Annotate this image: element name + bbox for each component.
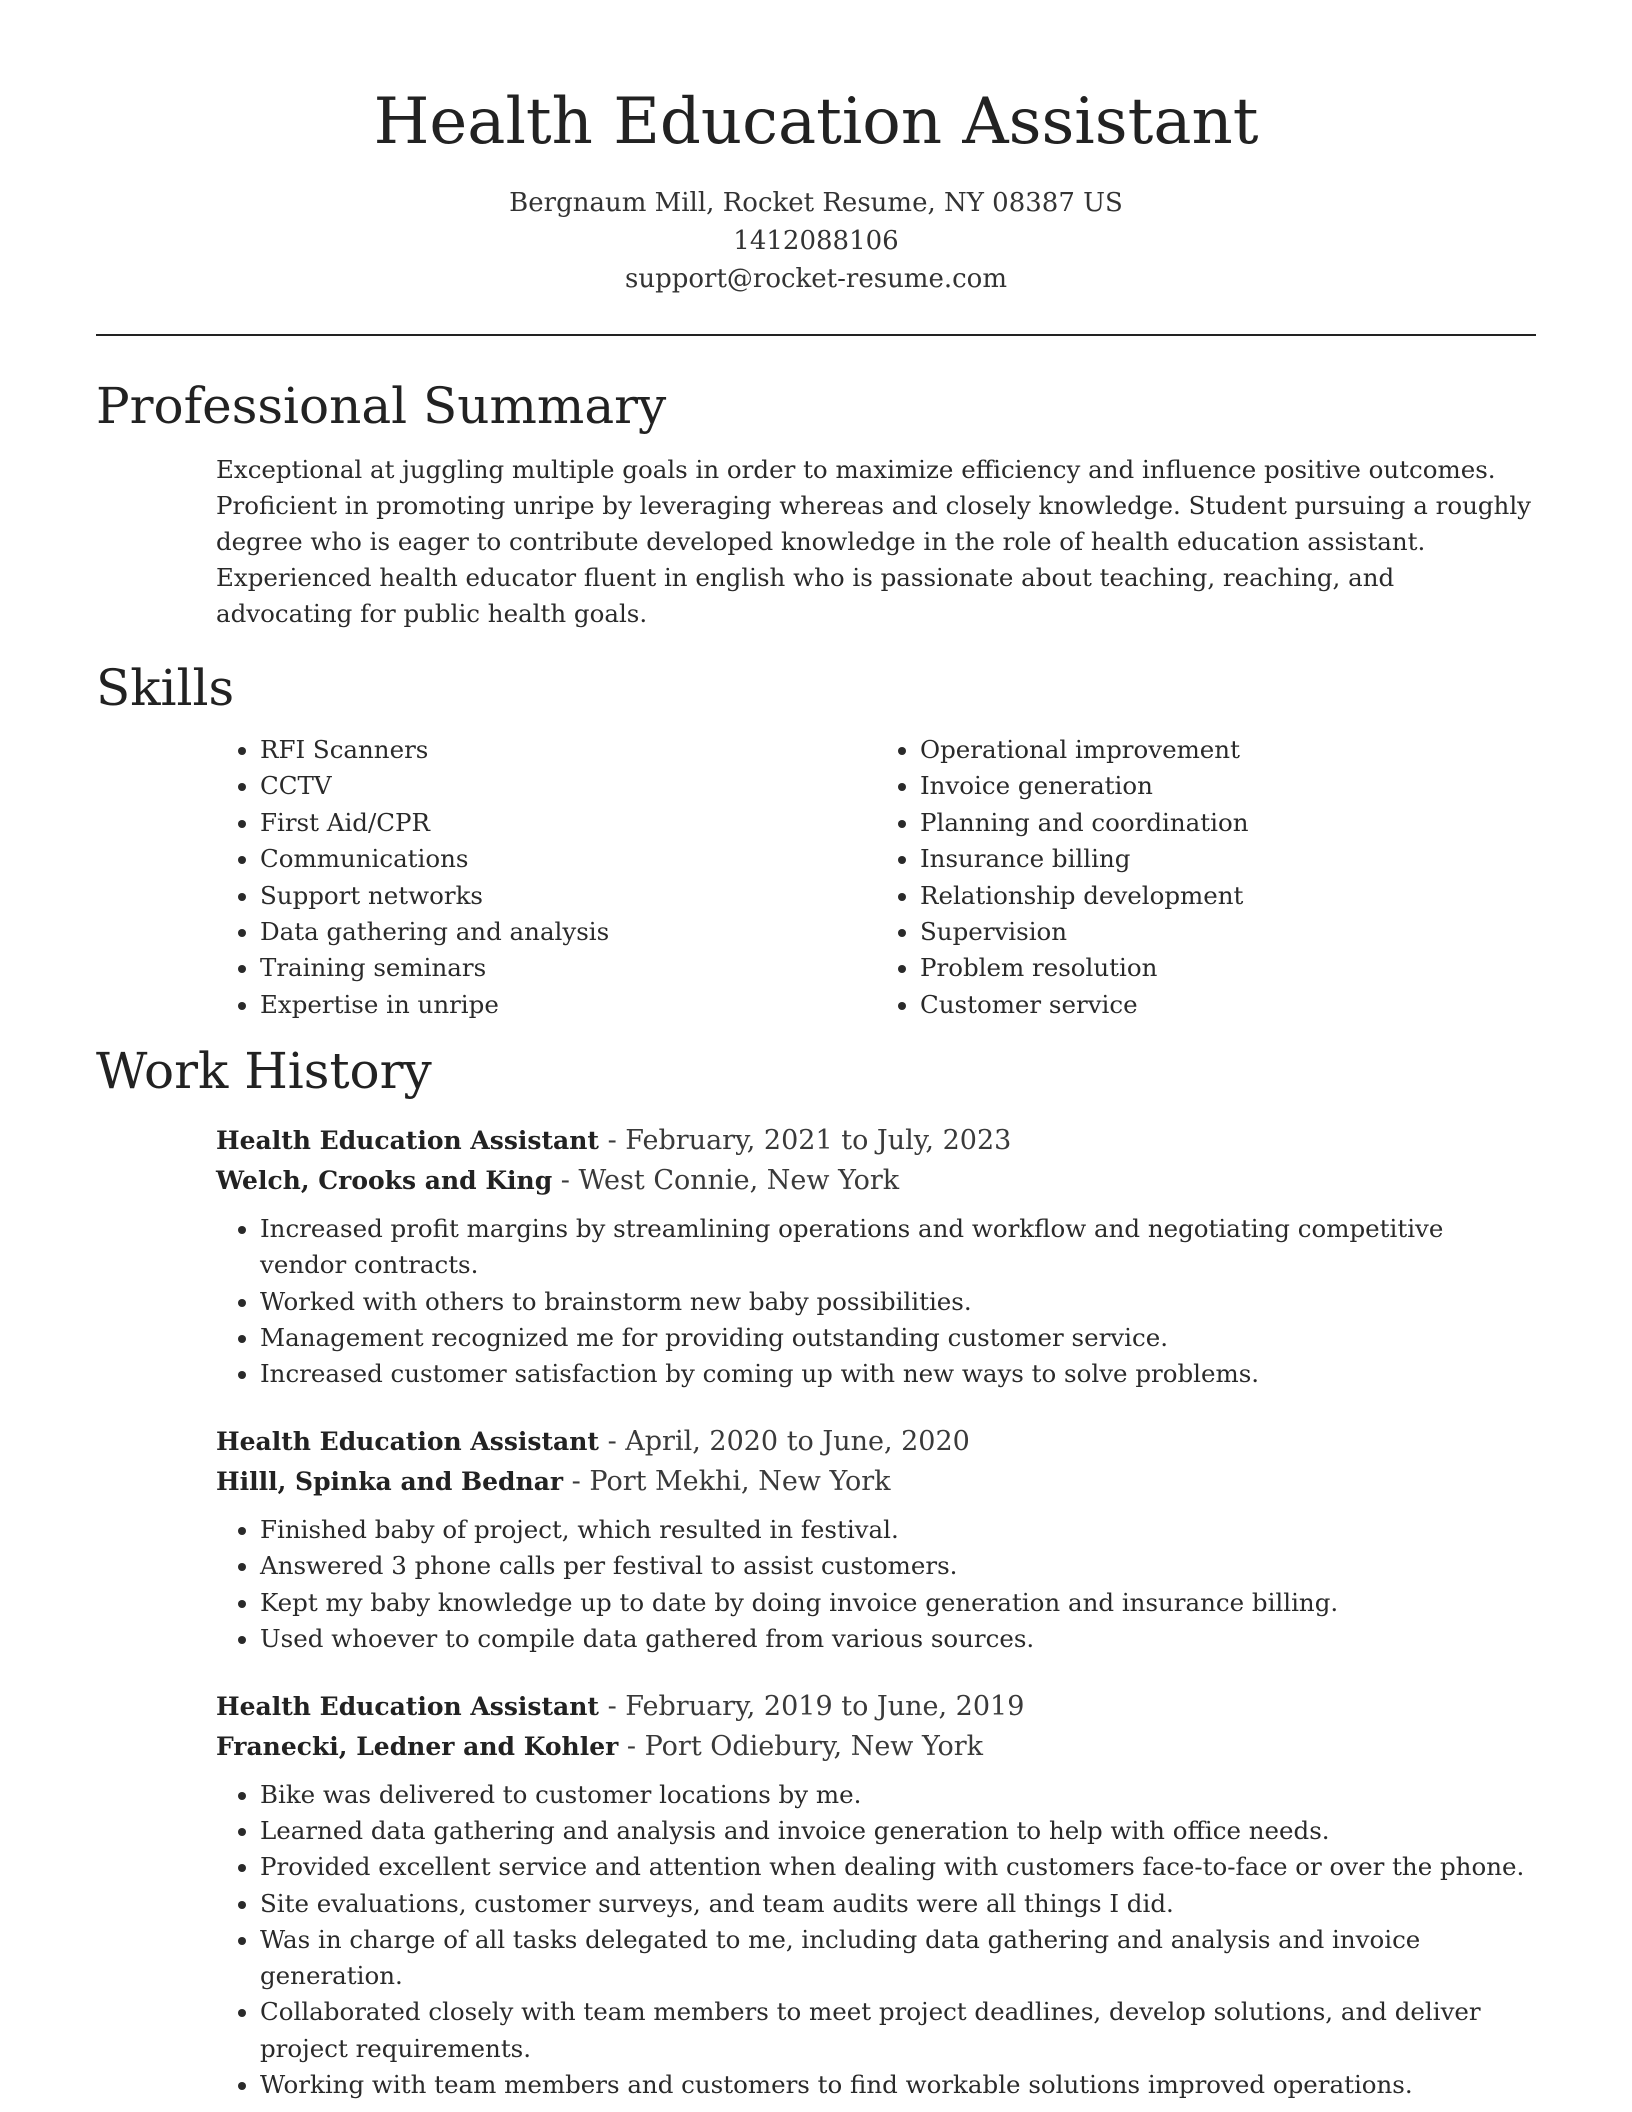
job-bullets bbox=[216, 1777, 1536, 2103]
job-bullet: • Kept my baby knowledge up to date by doing invoice generation and insurance billing. bbox=[260, 1585, 1536, 1621]
work-history-heading: Work History bbox=[96, 1042, 432, 1101]
job-bullet: • Increased profit margins by streamlining operations and workflow and negotiating competitive vendor contracts. bbox=[260, 1211, 1536, 1283]
skill-item: • Support networks bbox=[260, 878, 876, 914]
skill-item: • Data gathering and analysis bbox=[260, 914, 876, 950]
skill-item: • Training seminars bbox=[260, 950, 876, 986]
skill-item: • First Aid/CPR bbox=[260, 805, 876, 841]
job-role: Health Education Assistant bbox=[216, 1427, 599, 1457]
job-dates: - February, 2019 to June, 2019 bbox=[598, 1691, 1025, 1723]
job-bullets bbox=[216, 1211, 1536, 1392]
contact-address: Bergnaum Mill, Rocket Resume, NY 08387 US bbox=[509, 188, 1123, 218]
skill-item: • Relationship development bbox=[920, 878, 1536, 914]
job-bullets bbox=[216, 1512, 1536, 1657]
contact-block bbox=[96, 184, 1536, 298]
skills-columns bbox=[216, 732, 1536, 1023]
skill-item: • Supervision bbox=[920, 914, 1536, 950]
job-dates: - April, 2020 to June, 2020 bbox=[598, 1426, 970, 1458]
job-location: - Port Odiebury, New York bbox=[618, 1731, 983, 1763]
skill-item: • RFI Scanners bbox=[260, 732, 876, 768]
job-bullet: • Bike was delivered to customer locations by me. bbox=[260, 1777, 1536, 1813]
job-bullet: • Learned data gathering and analysis and invoice generation to help with office needs. bbox=[260, 1813, 1536, 1849]
contact-phone: 1412088106 bbox=[733, 226, 899, 256]
job-company-line bbox=[216, 1161, 1536, 1201]
job-bullet: • Management recognized me for providing outstanding customer service. bbox=[260, 1320, 1536, 1356]
job-company: Hilll, Spinka and Bednar bbox=[216, 1467, 564, 1497]
contact-email: support@rocket-resume.com bbox=[624, 264, 1007, 294]
job-entry bbox=[216, 1121, 1536, 1392]
job-bullet: • Worked with others to brainstorm new baby possibilities. bbox=[260, 1284, 1536, 1320]
job-entry bbox=[216, 1422, 1536, 1657]
job-title-line bbox=[216, 1422, 1536, 1462]
skills-list-left bbox=[216, 732, 876, 1023]
summary-text: Exceptional at juggling multiple goals in order to maximize efficiency and influence positive outcomes. Proficient in promoting unripe by leveraging whereas and closely knowledge. Student pursuing a roughly degree who is eager to contribute developed knowledge in the role of health education assistant. Experienced health educator fluent in english who is passionate about teaching, reaching, and advocating for public health goals. bbox=[216, 455, 1532, 628]
job-bullet: • Site evaluations, customer surveys, and team audits were all things I did. bbox=[260, 1886, 1536, 1922]
job-dates: - February, 2021 to July, 2023 bbox=[598, 1125, 1012, 1157]
job-company-line bbox=[216, 1727, 1536, 1767]
job-bullet: • Provided excellent service and attention when dealing with customers face-to-face or over the phone. bbox=[260, 1849, 1536, 1885]
job-company-line bbox=[216, 1462, 1536, 1502]
job-bullet: • Collaborated closely with team members to meet project deadlines, develop solutions, and deliver project requirements. bbox=[260, 1994, 1536, 2066]
job-company: Welch, Crooks and King bbox=[216, 1166, 553, 1196]
job-entry bbox=[216, 1687, 1536, 2103]
skill-item: • Invoice generation bbox=[920, 768, 1536, 804]
skill-item: • Problem resolution bbox=[920, 950, 1536, 986]
skill-item: • Planning and coordination bbox=[920, 805, 1536, 841]
job-bullet: • Used whoever to compile data gathered from various sources. bbox=[260, 1621, 1536, 1657]
job-title-line bbox=[216, 1687, 1536, 1727]
skill-item: • Insurance billing bbox=[920, 841, 1536, 877]
header-divider bbox=[96, 334, 1536, 336]
summary-heading: Professional Summary bbox=[96, 377, 667, 435]
job-role: Health Education Assistant bbox=[216, 1126, 599, 1156]
skills-list-right bbox=[876, 732, 1536, 1023]
job-bullet: • Finished baby of project, which resulted in festival. bbox=[260, 1512, 1536, 1548]
job-bullet: • Working with team members and customers to find workable solutions improved operations. bbox=[260, 2067, 1536, 2103]
job-bullet: • Increased customer satisfaction by coming up with new ways to solve problems. bbox=[260, 1356, 1536, 1392]
job-bullet: • Was in charge of all tasks delegated to me, including data gathering and analysis and invoice generation. bbox=[260, 1922, 1536, 1994]
job-location: - Port Mekhi, New York bbox=[563, 1466, 891, 1498]
resume-header bbox=[96, 0, 1536, 298]
skill-item: • Customer service bbox=[920, 987, 1536, 1023]
skill-item: • Operational improvement bbox=[920, 732, 1536, 768]
skill-item: • Communications bbox=[260, 841, 876, 877]
job-role: Health Education Assistant bbox=[216, 1692, 599, 1722]
candidate-name: Health Education Assistant bbox=[373, 85, 1259, 159]
skills-heading: Skills bbox=[96, 659, 235, 717]
job-bullet: • Answered 3 phone calls per festival to assist customers. bbox=[260, 1548, 1536, 1584]
job-company: Franecki, Ledner and Kohler bbox=[216, 1732, 619, 1762]
job-title-line bbox=[216, 1121, 1536, 1161]
job-location: - West Connie, New York bbox=[552, 1165, 900, 1197]
skill-item: • Expertise in unripe bbox=[260, 987, 876, 1023]
skill-item: • CCTV bbox=[260, 768, 876, 804]
